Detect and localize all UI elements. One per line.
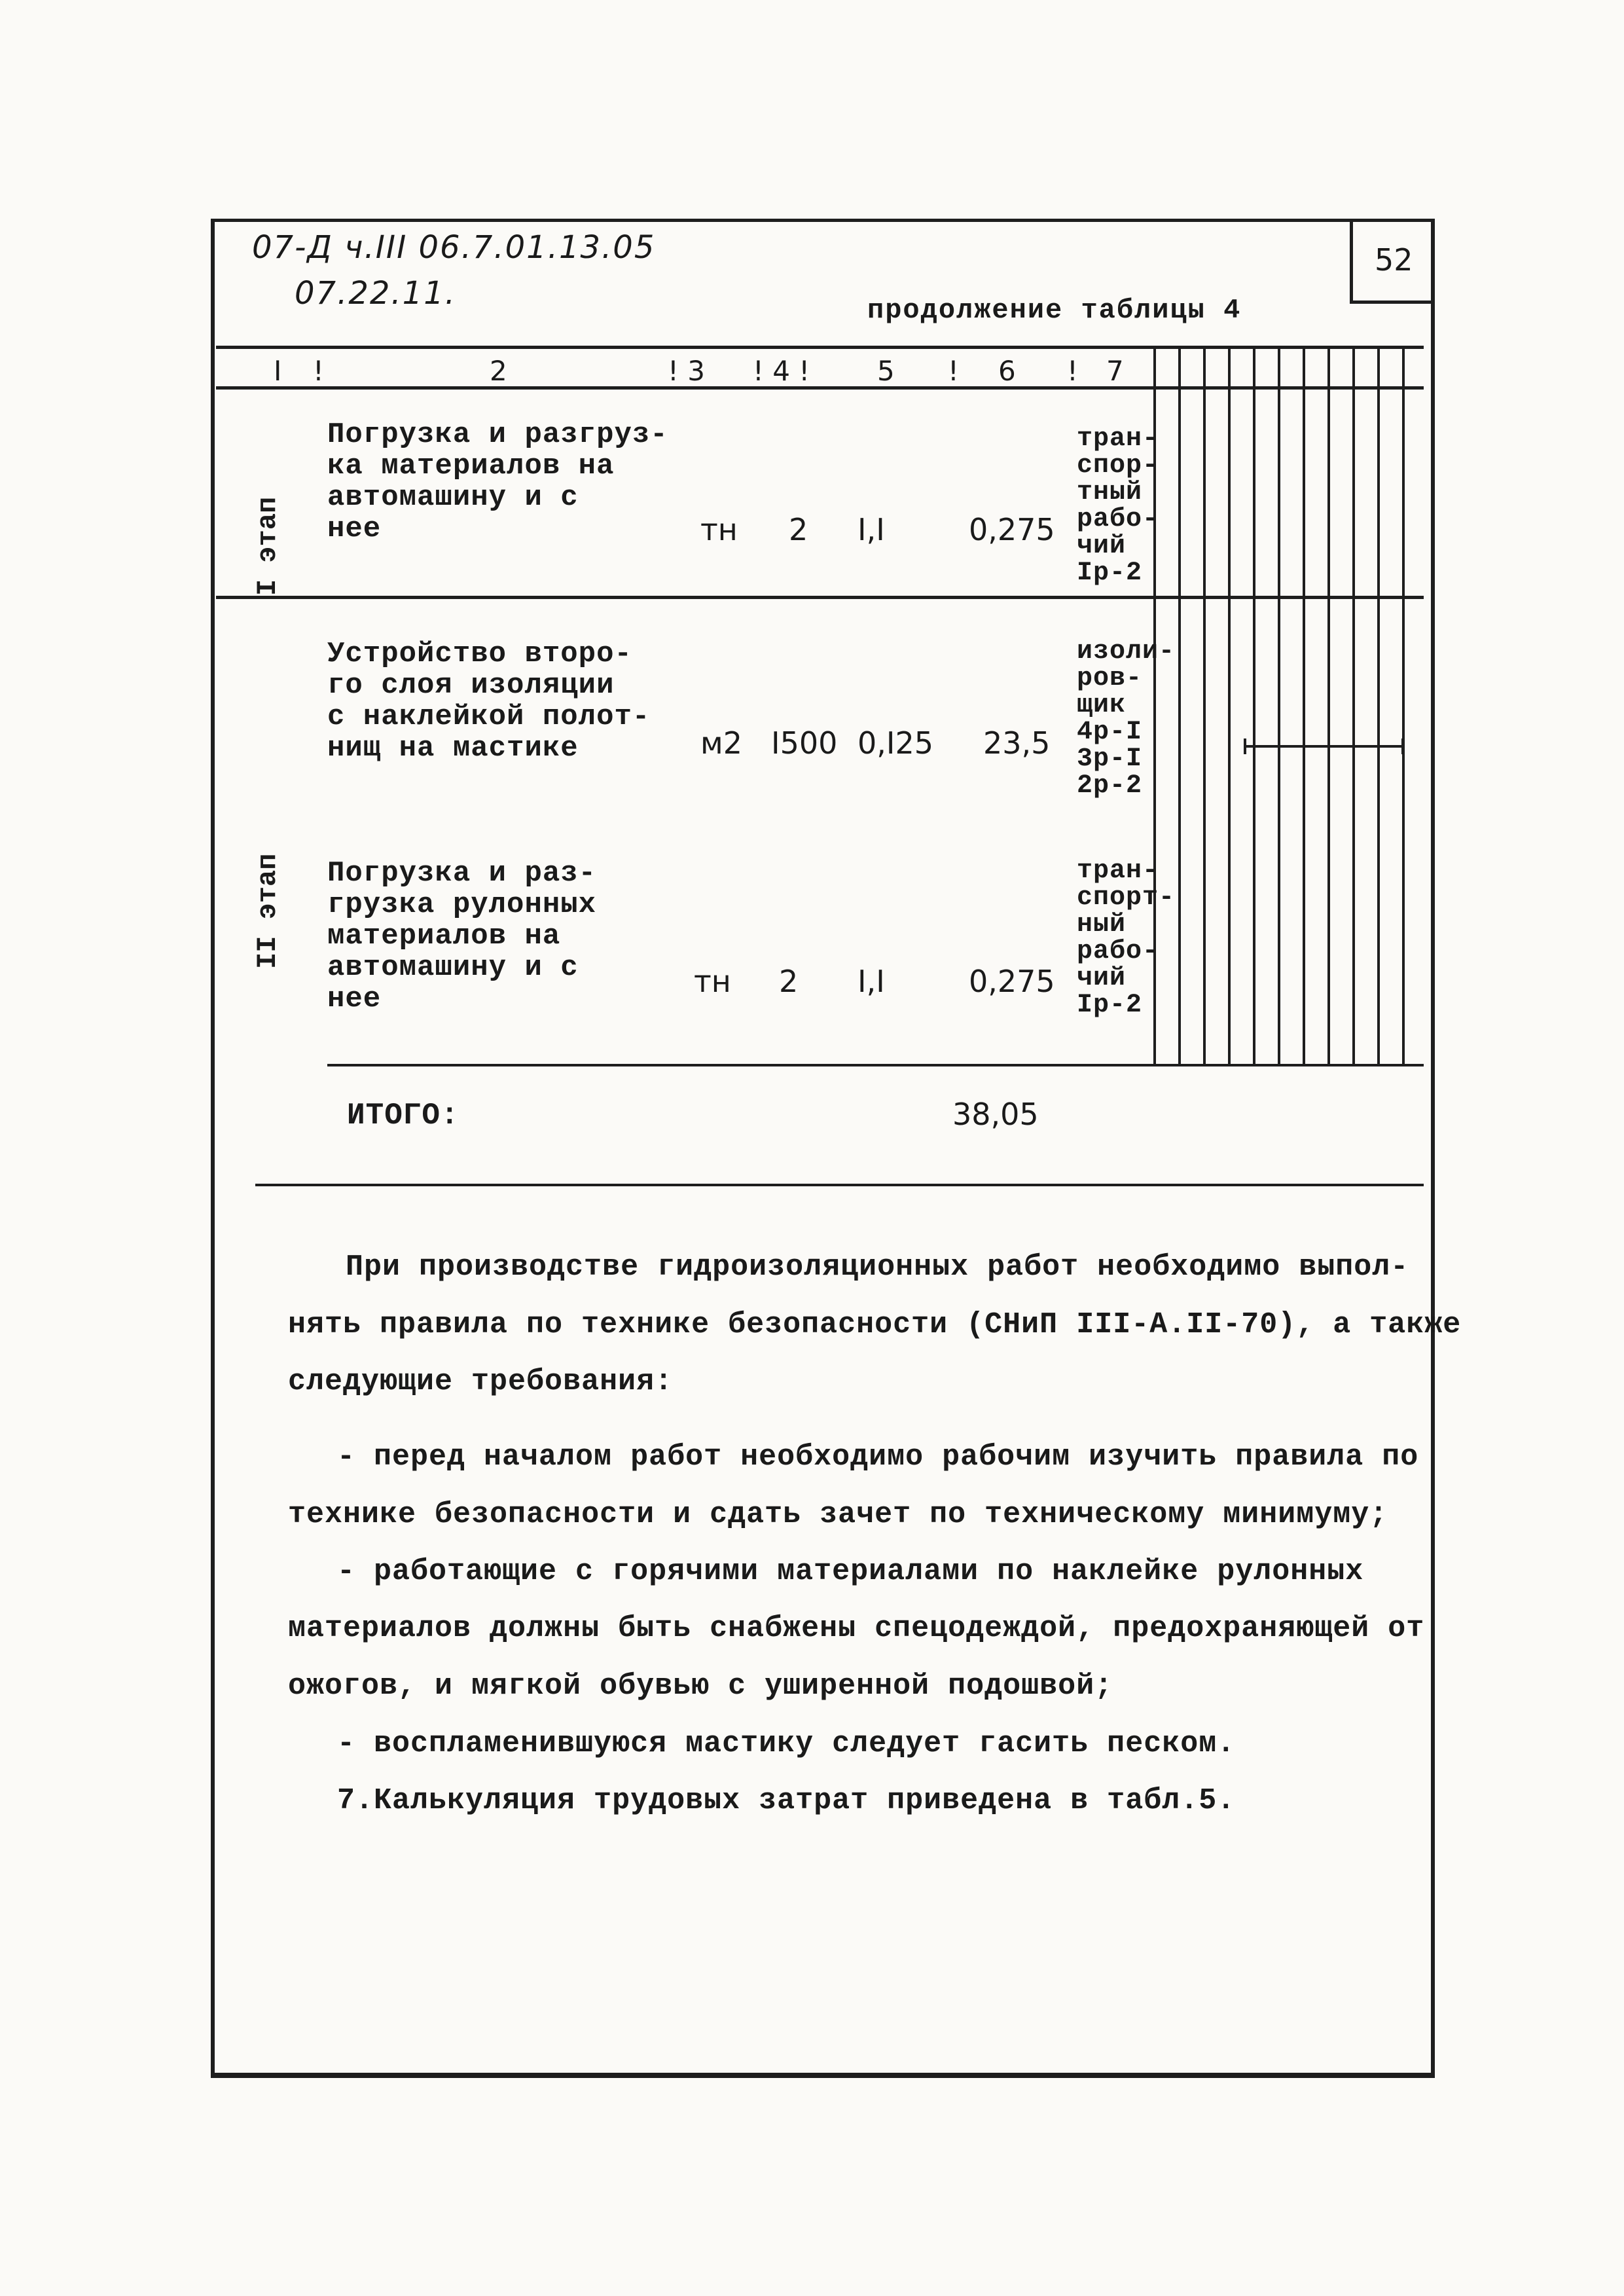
- norm-cell: I,I: [857, 512, 885, 547]
- quantity-cell: I500: [771, 725, 838, 761]
- paragraph-line: материалов должны быть снабжены спецодеждой, предохраняющей от: [288, 1612, 1425, 1645]
- labor-cell: 23,5: [983, 725, 1051, 761]
- crew-cell: тран- спорт- ный рабо- чий Iр-2: [1077, 856, 1176, 1020]
- schedule-grid-line: [1377, 347, 1380, 1064]
- table-top-rule: [216, 346, 1424, 349]
- unit-cell: тн: [700, 512, 738, 547]
- schedule-bar-end-tick: [1401, 738, 1404, 754]
- document-code-line1: 07-Д ч.III 06.7.01.13.05: [252, 229, 656, 266]
- stage-label-2: II этап: [252, 853, 283, 969]
- header-bottom-rule: [216, 386, 1424, 390]
- page-number: 52: [1375, 242, 1413, 278]
- work-description: Погрузка и разгруз- ка материалов на автомашину и с нее: [327, 418, 668, 545]
- column-header-1: I: [274, 355, 282, 387]
- paragraph-line: технике безопасности и сдать зачет по техническому минимуму;: [288, 1498, 1388, 1531]
- column-header-5: 5: [877, 355, 895, 387]
- schedule-grid-line: [1278, 347, 1280, 1064]
- stage-divider-rule: [216, 596, 1424, 599]
- labor-cell: 0,275: [969, 512, 1055, 547]
- schedule-bar-start-tick: [1244, 738, 1246, 754]
- total-value: 38,05: [952, 1097, 1039, 1132]
- column-header-3: ! 3: [668, 355, 705, 387]
- column-separator: !: [1067, 355, 1078, 387]
- column-header-4: ! 4 !: [753, 355, 810, 387]
- table-continuation-label: продолжение таблицы 4: [867, 295, 1242, 326]
- section-reference: 7.Калькуляция трудовых затрат приведена в табл.5.: [337, 1784, 1236, 1817]
- stage-label-1: I этап: [252, 496, 283, 596]
- schedule-grid-line: [1228, 347, 1231, 1064]
- schedule-grid-line: [1402, 347, 1405, 1064]
- quantity-cell: 2: [789, 512, 808, 547]
- paragraph-line: - перед началом работ необходимо рабочим изучить правила по: [337, 1440, 1419, 1474]
- column-separator: !: [313, 355, 324, 387]
- schedule-grid-line: [1352, 347, 1355, 1064]
- document-code-line2: 07.22.11.: [295, 275, 457, 312]
- total-rule: [327, 1064, 1424, 1066]
- schedule-grid-line: [1203, 347, 1206, 1064]
- schedule-bar: [1244, 745, 1404, 748]
- crew-cell: тран- спор- тный рабо- чий Iр-2: [1077, 424, 1159, 588]
- norm-cell: I,I: [857, 964, 885, 999]
- column-header-7: 7: [1106, 355, 1124, 387]
- column-separator: !: [948, 355, 959, 387]
- total-label: ИТОГО:: [347, 1099, 460, 1133]
- norm-cell: 0,I25: [857, 725, 933, 761]
- paragraph-line: следующие требования:: [288, 1365, 674, 1398]
- unit-cell: м2: [700, 725, 742, 761]
- labor-cell: 0,275: [969, 964, 1055, 999]
- paragraph-line: нять правила по технике безопасности (СНиП III-А.II-70), а также: [288, 1308, 1462, 1341]
- unit-cell: тн: [694, 964, 731, 999]
- quantity-cell: 2: [779, 964, 799, 999]
- paragraph-line: ожогов, и мягкой обувью с уширенной подошвой;: [288, 1669, 1113, 1703]
- crew-cell: изоли- ров- щик 4р-I 3р-I 2р-2: [1077, 637, 1176, 801]
- schedule-grid-line: [1303, 347, 1305, 1064]
- schedule-grid-line: [1327, 347, 1330, 1064]
- column-header-6: 6: [998, 355, 1016, 387]
- table-bottom-rule: [255, 1184, 1424, 1186]
- work-description: Устройство второ- го слоя изоляции с наклейкой полот- нищ на мастике: [327, 638, 651, 765]
- schedule-grid-line: [1178, 347, 1181, 1064]
- paragraph-line: - работающие с горячими материалами по наклейке рулонных: [337, 1555, 1364, 1588]
- paragraph-line: При производстве гидроизоляционных работ необходимо выпол-: [346, 1250, 1409, 1284]
- column-header-2: 2: [490, 355, 507, 387]
- schedule-grid-line: [1253, 347, 1255, 1064]
- paragraph-line: - воспламенившуюся мастику следует гасить песком.: [337, 1727, 1236, 1760]
- work-description: Погрузка и раз- грузка рулонных материалов на автомашину и с нее: [327, 857, 597, 1015]
